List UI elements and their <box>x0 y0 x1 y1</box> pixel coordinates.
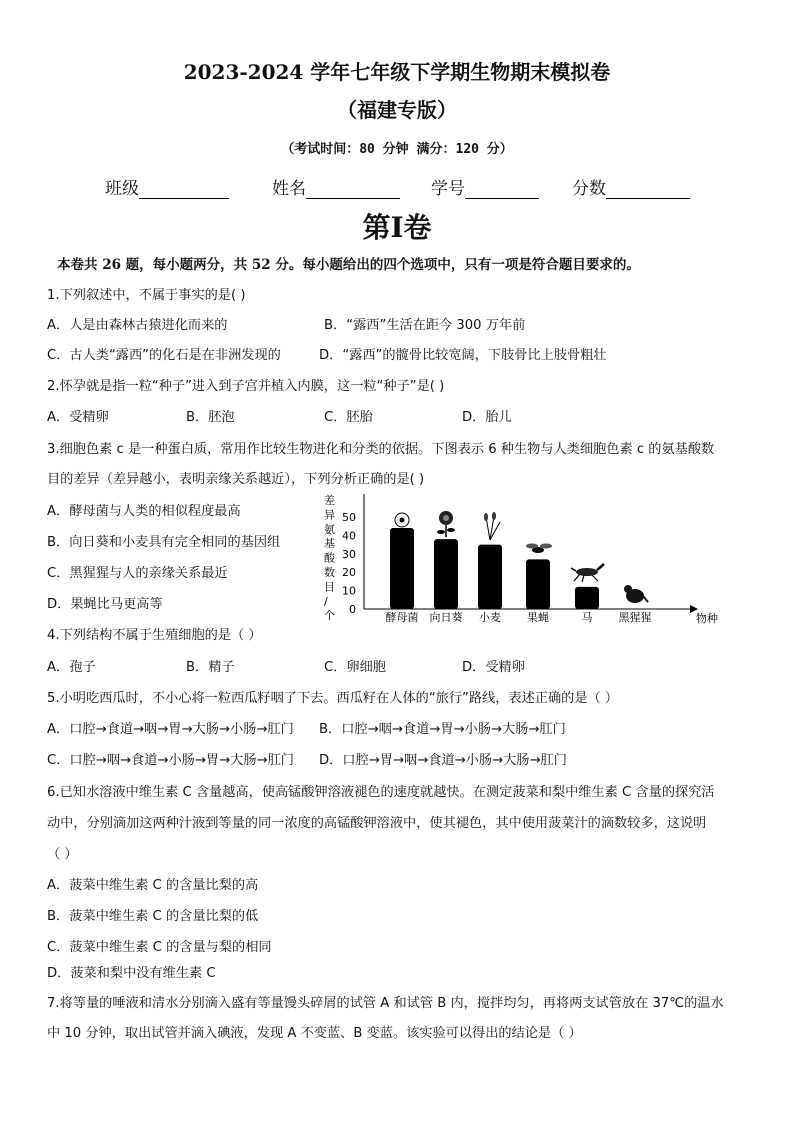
question-2-option-a[interactable]: A．受精卵 <box>47 410 109 425</box>
question-5-option-c[interactable]: C．口腔→咽→食道→小肠→胃→大肠→肛门 <box>47 753 294 768</box>
chart-y-tick-label: 50 <box>342 511 356 524</box>
question-2-option-d[interactable]: D．胎儿 <box>462 410 512 425</box>
section-instructions: 本卷共 26 题，每小题两分，共 52 分。每小题给出的四个选项中，只有一项是符合题目要求的。 <box>57 257 640 273</box>
question-3-option-b[interactable]: B．向日葵和小麦具有完全相同的基因组 <box>47 535 281 550</box>
question-4-option-a[interactable]: A．孢子 <box>47 660 96 675</box>
question-3-stem-line-1: 3.细胞色素 c 是一种蛋白质，常用作比较生物进化和分类的依据。下图表示 6 种生物与人类细胞色素 c 的氨基酸数 <box>47 442 715 457</box>
question-1-stem: 1.下列叙述中，不属于事实的是( ) <box>47 288 246 303</box>
score-field[interactable] <box>572 174 690 199</box>
chart-bars <box>390 528 599 609</box>
class-label: 班级 <box>105 179 139 199</box>
question-5-option-a[interactable]: A．口腔→食道→咽→胃→大肠→小肠→肛门 <box>47 722 294 737</box>
chart-y-tick-label: 40 <box>342 529 356 543</box>
exam-subtitle: （福建专版） <box>337 98 457 122</box>
question-2-option-b[interactable]: B．胚泡 <box>186 410 235 425</box>
chart-y-tick-label: 10 <box>342 584 356 598</box>
question-6-option-d[interactable]: D．菠菜和梨中没有维生素 C <box>47 966 216 981</box>
exam-info: （考试时间：80 分钟 满分：120 分） <box>281 142 513 157</box>
chart-x-tick-label: 黑猩猩 <box>618 611 652 624</box>
question-6-stem-line-2: 动中，分别滴加这两种汁液到等量的同一浓度的高锰酸钾溶液中，使其褪色，其中使用菠菜汁的滴数较多，这说明 <box>47 816 707 831</box>
class-field[interactable] <box>105 174 229 199</box>
chart-x-tick-label: 小麦 <box>479 611 501 624</box>
name-blank[interactable] <box>306 180 400 199</box>
question-6-option-c[interactable]: C．菠菜中维生素 C 的含量与梨的相同 <box>47 940 272 955</box>
question-6-stem-line-1: 6.已知水溶液中维生素 C 含量越高，使高锰酸钾溶液褪色的速度就越快。在测定菠菜和梨中维生素 C 含量的探究活 <box>47 785 715 800</box>
horse-icon <box>571 564 604 582</box>
question-6-option-b[interactable]: B．菠菜中维生素 C 的含量比梨的低 <box>47 909 259 924</box>
question-3-option-c[interactable]: C．黑猩猩与人的亲缘关系最近 <box>47 566 228 581</box>
chart-x-tick-label: 向日葵 <box>429 611 463 624</box>
question-7-stem-line-2: 中 10 分钟，取出试管并滴入碘液，发现 A 不变蓝、B 变蓝。该实验可以得出的结论是（ ） <box>47 1026 582 1041</box>
question-7-stem-line-1: 7.将等量的唾液和清水分别滴入盛有等量馒头碎屑的试管 A 和试管 B 内，搅拌均匀，再将两支试管放在 37℃的温水 <box>47 996 724 1011</box>
chart-x-axis-label: 物种 <box>696 612 718 625</box>
question-2-stem: 2.怀孕就是指一粒“种子”进入到子宫并植入内膜，这一粒“种子”是( ) <box>47 379 445 394</box>
student-id-label: 学号 <box>431 179 465 199</box>
student-id-field[interactable] <box>431 174 539 199</box>
chart-x-labels <box>386 610 652 624</box>
question-4-option-d[interactable]: D．受精卵 <box>462 660 525 675</box>
chart-y-axis-label: 差异氨基酸数目/个 <box>324 494 335 623</box>
question-5-option-d[interactable]: D．口腔→胃→咽→食道→小肠→大肠→肛门 <box>319 753 567 768</box>
chart-bar <box>526 559 550 609</box>
chart-bar <box>434 539 458 609</box>
question-3-stem-line-2: 目的差异（差异越小，表明亲缘关系越近），下列分析正确的是( ) <box>47 472 425 487</box>
question-4-option-b[interactable]: B．精子 <box>186 660 235 675</box>
question-1-option-a[interactable]: A．人是由森林古猿进化而来的 <box>47 318 228 333</box>
question-1-option-d[interactable]: D．“露西”的髋骨比较宽阔，下肢骨比上肢骨粗壮 <box>319 348 607 363</box>
class-blank[interactable] <box>139 180 229 199</box>
question-5-option-b[interactable]: B．口腔→咽→食道→胃→小肠→大肠→肛门 <box>319 722 566 737</box>
chart-y-tick-label: 20 <box>342 566 356 580</box>
chimpanzee-icon <box>624 585 648 603</box>
chart-x-tick-label: 酵母菌 <box>385 611 419 624</box>
chart-bar <box>575 587 599 609</box>
chart-bar <box>478 545 502 609</box>
name-field[interactable] <box>272 174 400 199</box>
chart-y-ticks <box>342 511 356 616</box>
question-3-option-d[interactable]: D．果蝇比马更高等 <box>47 597 163 612</box>
fruit-fly-icon <box>526 544 552 554</box>
question-3-option-a[interactable]: A．酵母菌与人类的相似程度最高 <box>47 504 241 519</box>
question-4-stem: 4.下列结构不属于生殖细胞的是（ ） <box>47 628 262 643</box>
amino-acid-difference-chart <box>318 492 728 627</box>
question-2-option-c[interactable]: C．胚胎 <box>324 410 373 425</box>
question-6-option-a[interactable]: A．菠菜中维生素 C 的含量比梨的高 <box>47 878 259 893</box>
score-label: 分数 <box>572 179 606 199</box>
yeast-icon <box>395 513 409 527</box>
question-1-option-c[interactable]: C．古人类“露西”的化石是在非洲发现的 <box>47 348 281 363</box>
question-6-stem-line-3: （ ） <box>47 847 78 862</box>
chart-x-tick-label: 马 <box>581 611 593 624</box>
name-label: 姓名 <box>272 179 306 199</box>
chart-y-tick-label: 0 <box>349 603 356 616</box>
chart-bar <box>390 528 414 609</box>
section-title: 第Ⅰ卷 <box>362 211 432 244</box>
sunflower-icon <box>437 511 455 537</box>
question-1-option-b[interactable]: B．“露西”生活在距今 300 万年前 <box>324 318 526 333</box>
chart-y-tick-label: 30 <box>342 547 356 561</box>
wheat-icon <box>484 512 500 540</box>
question-5-stem: 5.小明吃西瓜时，不小心将一粒西瓜籽咽了下去。西瓜籽在人体的“旅行”路线，表述正确的是（ ） <box>47 691 619 706</box>
chart-x-tick-label: 果蝇 <box>527 611 549 624</box>
question-4-option-c[interactable]: C．卵细胞 <box>324 660 386 675</box>
exam-title: 2023-2024 学年七年级下学期生物期末模拟卷 <box>183 60 611 84</box>
student-id-blank[interactable] <box>465 180 539 199</box>
score-blank[interactable] <box>606 180 690 199</box>
